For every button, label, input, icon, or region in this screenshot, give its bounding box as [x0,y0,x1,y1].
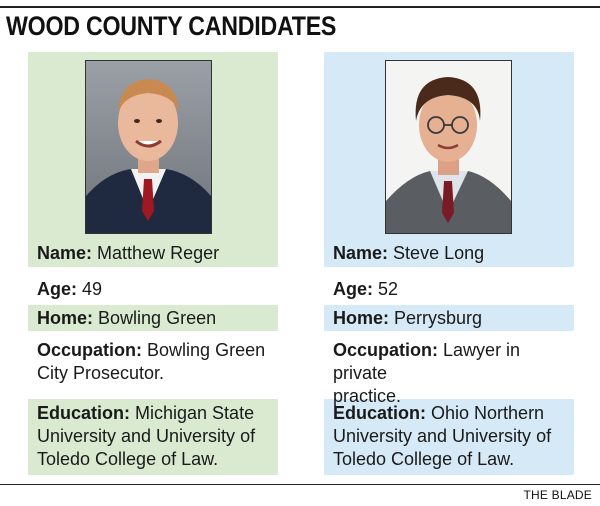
age-label: Age: [37,279,77,299]
occupation-value-1: Lawyer in private [333,340,521,383]
education-value-3: Toledo College of Law. [37,449,219,469]
name-label: Name: [333,243,389,263]
education-value-3: Toledo College of Law. [333,449,515,469]
occupation-label: Occupation: [333,340,439,360]
home-label: Home: [333,308,390,328]
age-value: 52 [378,279,399,299]
education-row [28,399,278,475]
education-label: Education: [37,403,130,423]
name-row [28,241,278,265]
candidate-card-long [324,52,574,475]
education-value-2: University and University of [333,426,552,446]
education-row [324,399,574,475]
age-value: 49 [82,279,103,299]
top-rule [0,6,600,8]
education-label: Education: [333,403,426,423]
age-row [28,275,278,303]
name-label: Name: [37,243,93,263]
page-title: WOOD COUNTY CANDIDATES [6,11,337,41]
bottom-rule [0,484,600,485]
occupation-line-1 [333,339,565,385]
candidate-card-reger [28,52,278,475]
portrait-illustration [386,61,511,233]
occupation-value-1: Bowling Green [147,340,266,360]
education-value-1: Ohio Northern [431,403,545,423]
portrait-illustration [86,61,211,233]
education-line-1 [333,402,565,425]
occupation-value-2: City Prosecutor. [37,363,165,383]
education-value-2: University and University of [37,426,256,446]
age-label: Age: [333,279,373,299]
photo-panel [324,52,574,267]
occupation-label: Occupation: [37,340,143,360]
occupation-row [28,339,278,389]
age-row [324,275,574,303]
home-label: Home: [37,308,94,328]
occupation-line-1 [37,339,269,362]
home-row [28,305,278,331]
name-value: Matthew Reger [97,243,220,263]
source-credit: THE BLADE [523,488,592,502]
candidate-photo-long [385,60,512,234]
photo-panel [28,52,278,267]
occupation-row [324,339,574,406]
home-row [324,305,574,331]
home-value: Bowling Green [98,308,217,328]
education-line-1 [37,402,269,425]
education-value-1: Michigan State [135,403,255,423]
home-value: Perrysburg [394,308,483,328]
candidate-photo-reger [85,60,212,234]
name-value: Steve Long [393,243,485,263]
occupation-value-2: practice. [333,386,402,406]
name-row [324,241,574,265]
